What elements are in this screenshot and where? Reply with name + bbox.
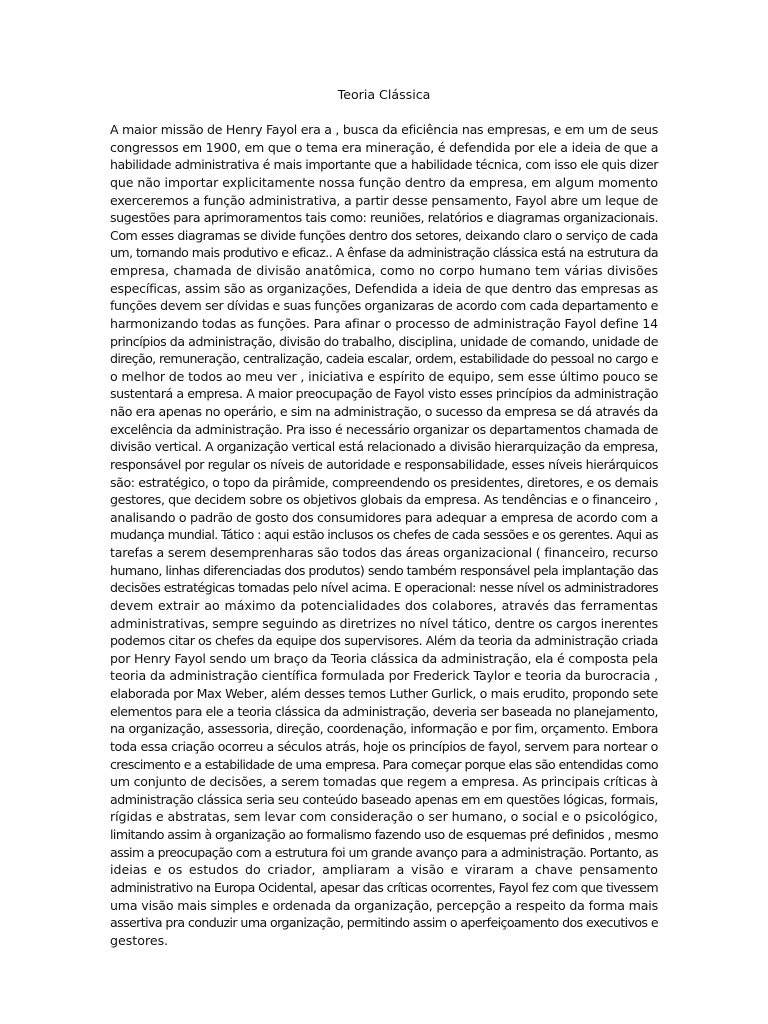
paragraph-line: exerceremos a função administrativa, a partir desse pensamento, Fayol abre um leque de: [110, 192, 658, 208]
paragraph-line: devem extrair ao máximo da potencialidades dos colabores, através das ferramentas: [110, 597, 658, 613]
paragraph-line: não era apenas no operário, e sim na administração, o sucesso da empresa se dá através da: [110, 404, 658, 419]
paragraph-line: sustentará a empresa. A maior preocupação de Fayol visto esses princípios da administração: [110, 386, 658, 402]
paragraph-line: direção, remuneração, centralização, cadeia escalar, ordem, estabilidade do pessoal no cargo e: [110, 351, 658, 367]
paragraph-line: limitando assim à organização ao formalismo fazendo uso de esquemas pré definidos , mesmo: [110, 827, 658, 842]
paragraph-line: mudança mundial. Tático : aqui estão inclusos os chefes de cada sessões e os gerentes. Aqui as: [110, 527, 658, 543]
paragraph-line: princípios da administração, divisão do trabalho, disciplina, unidade de comando, unidade de: [110, 333, 658, 349]
paragraph-line: A maior missão de Henry Fayol era a , busca da eficiência nas empresas, e em um de seus: [110, 122, 658, 137]
paragraph-line: humano, linhas diferenciadas dos produtos) sendo também responsável pela implantação das: [110, 562, 658, 578]
paragraph-line: funções devem ser dívidas e suas funções organizaras de acordo com cada departamento e: [110, 298, 658, 314]
paragraph-line: na organização, assessoria, direção, coordenação, informação e por fim, orçamento. Embora: [110, 721, 658, 737]
paragraph-line: são: estratégico, o topo da pirâmide, compreendendo os presidentes, diretores, e os demais: [110, 474, 658, 490]
paragraph-line: administração clássica seria seu conteúdo baseado apenas em em questões lógicas, formais,: [110, 791, 658, 807]
paragraph-line: que não importar explicitamente nossa função dentro da empresa, em algum momento: [110, 174, 658, 190]
paragraph-line: elaborada por Max Weber, além desses temos Luther Gurlick, o mais erudito, propondo sete: [110, 686, 658, 701]
paragraph-line: crescimento e a estabilidade de uma empresa. Para começar porque elas são entendidas como: [110, 756, 658, 772]
paragraph-line: ideias e os estudos do criador, ampliaram a visão e viraram a chave pensamento: [110, 862, 658, 878]
paragraph-line: por Henry Fayol sendo um braço da Teoria clássica da administração, ela é composta pela: [110, 650, 659, 666]
paragraph-line: gestores, que decidem sobre os objetivos globais da empresa. As tendências e o financeiro ,: [110, 492, 658, 508]
paragraph-line: tarefas a serem desemprenharas são todos das áreas organizacional ( financeiro, recurso: [110, 545, 658, 560]
paragraph-line: empresa, chamada de divisão anatômica, como no corpo humano tem várias divisões: [110, 263, 658, 278]
paragraph-line: habilidade administrativa é mais importante que a habilidade técnica, com isso ele quis dizer: [110, 157, 658, 173]
document-title: Teoria Clássica: [337, 87, 431, 102]
paragraph-line: decisões estratégicas tomadas pelo nível acima. E operacional: nesse nível os administradores: [110, 580, 658, 596]
paragraph-line: administrativas, sempre seguindo as diretrizes no nível tático, dentre os cargos inerentes: [110, 615, 658, 631]
paragraph-line: uma visão mais simples e ordenada da organização, percepção a respeito da forma mais: [110, 897, 658, 913]
paragraph-line: um conjunto de decisões, a serem tomadas que regem a empresa. As principais críticas à: [110, 774, 658, 790]
paragraph-line: Com esses diagramas se divide funções dentro dos setores, deixando claro o serviço de cada: [110, 227, 658, 243]
paragraph-line: podemos citar os chefes da equipe dos supervisores. Além da teoria da administração criada: [110, 633, 658, 649]
paragraph-line: elementos para ele a teoria clássica da administração, deveria ser baseada no planejamento,: [110, 703, 658, 719]
paragraph-line: analisando o padrão de gosto dos consumidores para adequar a empresa de acordo com a: [110, 509, 658, 525]
paragraph-line: divisão vertical. A organização vertical está relacionado a divisão hierarquização da empresa,: [110, 439, 658, 455]
paragraph-line: teoria da administração científica formulada por Frederick Taylor e teoria da burocracia ,: [110, 668, 658, 684]
paragraph-line: gestores.: [110, 932, 169, 948]
paragraph-line: congressos em 1900, em que o tema era mineração, é defendida por ele a ideia de que a: [110, 139, 659, 155]
document-body: [110, 121, 658, 949]
paragraph-line: sugestões para aprimoramentos tais como: reuniões, relatórios e diagramas organizacionais.: [110, 210, 658, 226]
paragraph-line: específicas, assim são as organizações, Defendida a ideia de que dentro das empresas as: [110, 280, 658, 296]
paragraph-line: o melhor de todos ao meu ver , iniciativa e espírito de equipo, sem esse último pouco se: [110, 368, 658, 384]
paragraph-line: excelência da administração. Pra isso é necessário organizar os departamentos chamada de: [110, 421, 658, 437]
paragraph-line: assim a preocupação com a estrutura foi um grande avanço para a administração. Portanto, as: [110, 844, 658, 860]
paragraph-line: assertiva pra conduzir uma organização, permitindo assim o aperfeiçoamento dos executivos e: [110, 915, 658, 931]
paragraph-line: administrativo na Europa Ocidental, apesar das críticas ocorrentes, Fayol fez com que tivessem: [110, 879, 658, 895]
paragraph-line: responsável por regular os níveis de autoridade e responsabilidade, esses níveis hierárquicos: [110, 456, 658, 472]
paragraph-line: um, tornando mais produtivo e eficaz.. A ênfase da administração clássica está na estrutura da: [110, 245, 658, 261]
paragraph-line: toda essa criação ocorreu a séculos atrás, hoje os princípios de fayol, servem para nortear o: [110, 738, 658, 754]
paragraph-line: harmonizando todas as funções. Para afinar o processo de administração Fayol define 14: [110, 315, 658, 331]
paragraph-line: rígidas e abstratas, sem levar com consideração o ser humano, o social e o psicológico,: [110, 809, 658, 825]
